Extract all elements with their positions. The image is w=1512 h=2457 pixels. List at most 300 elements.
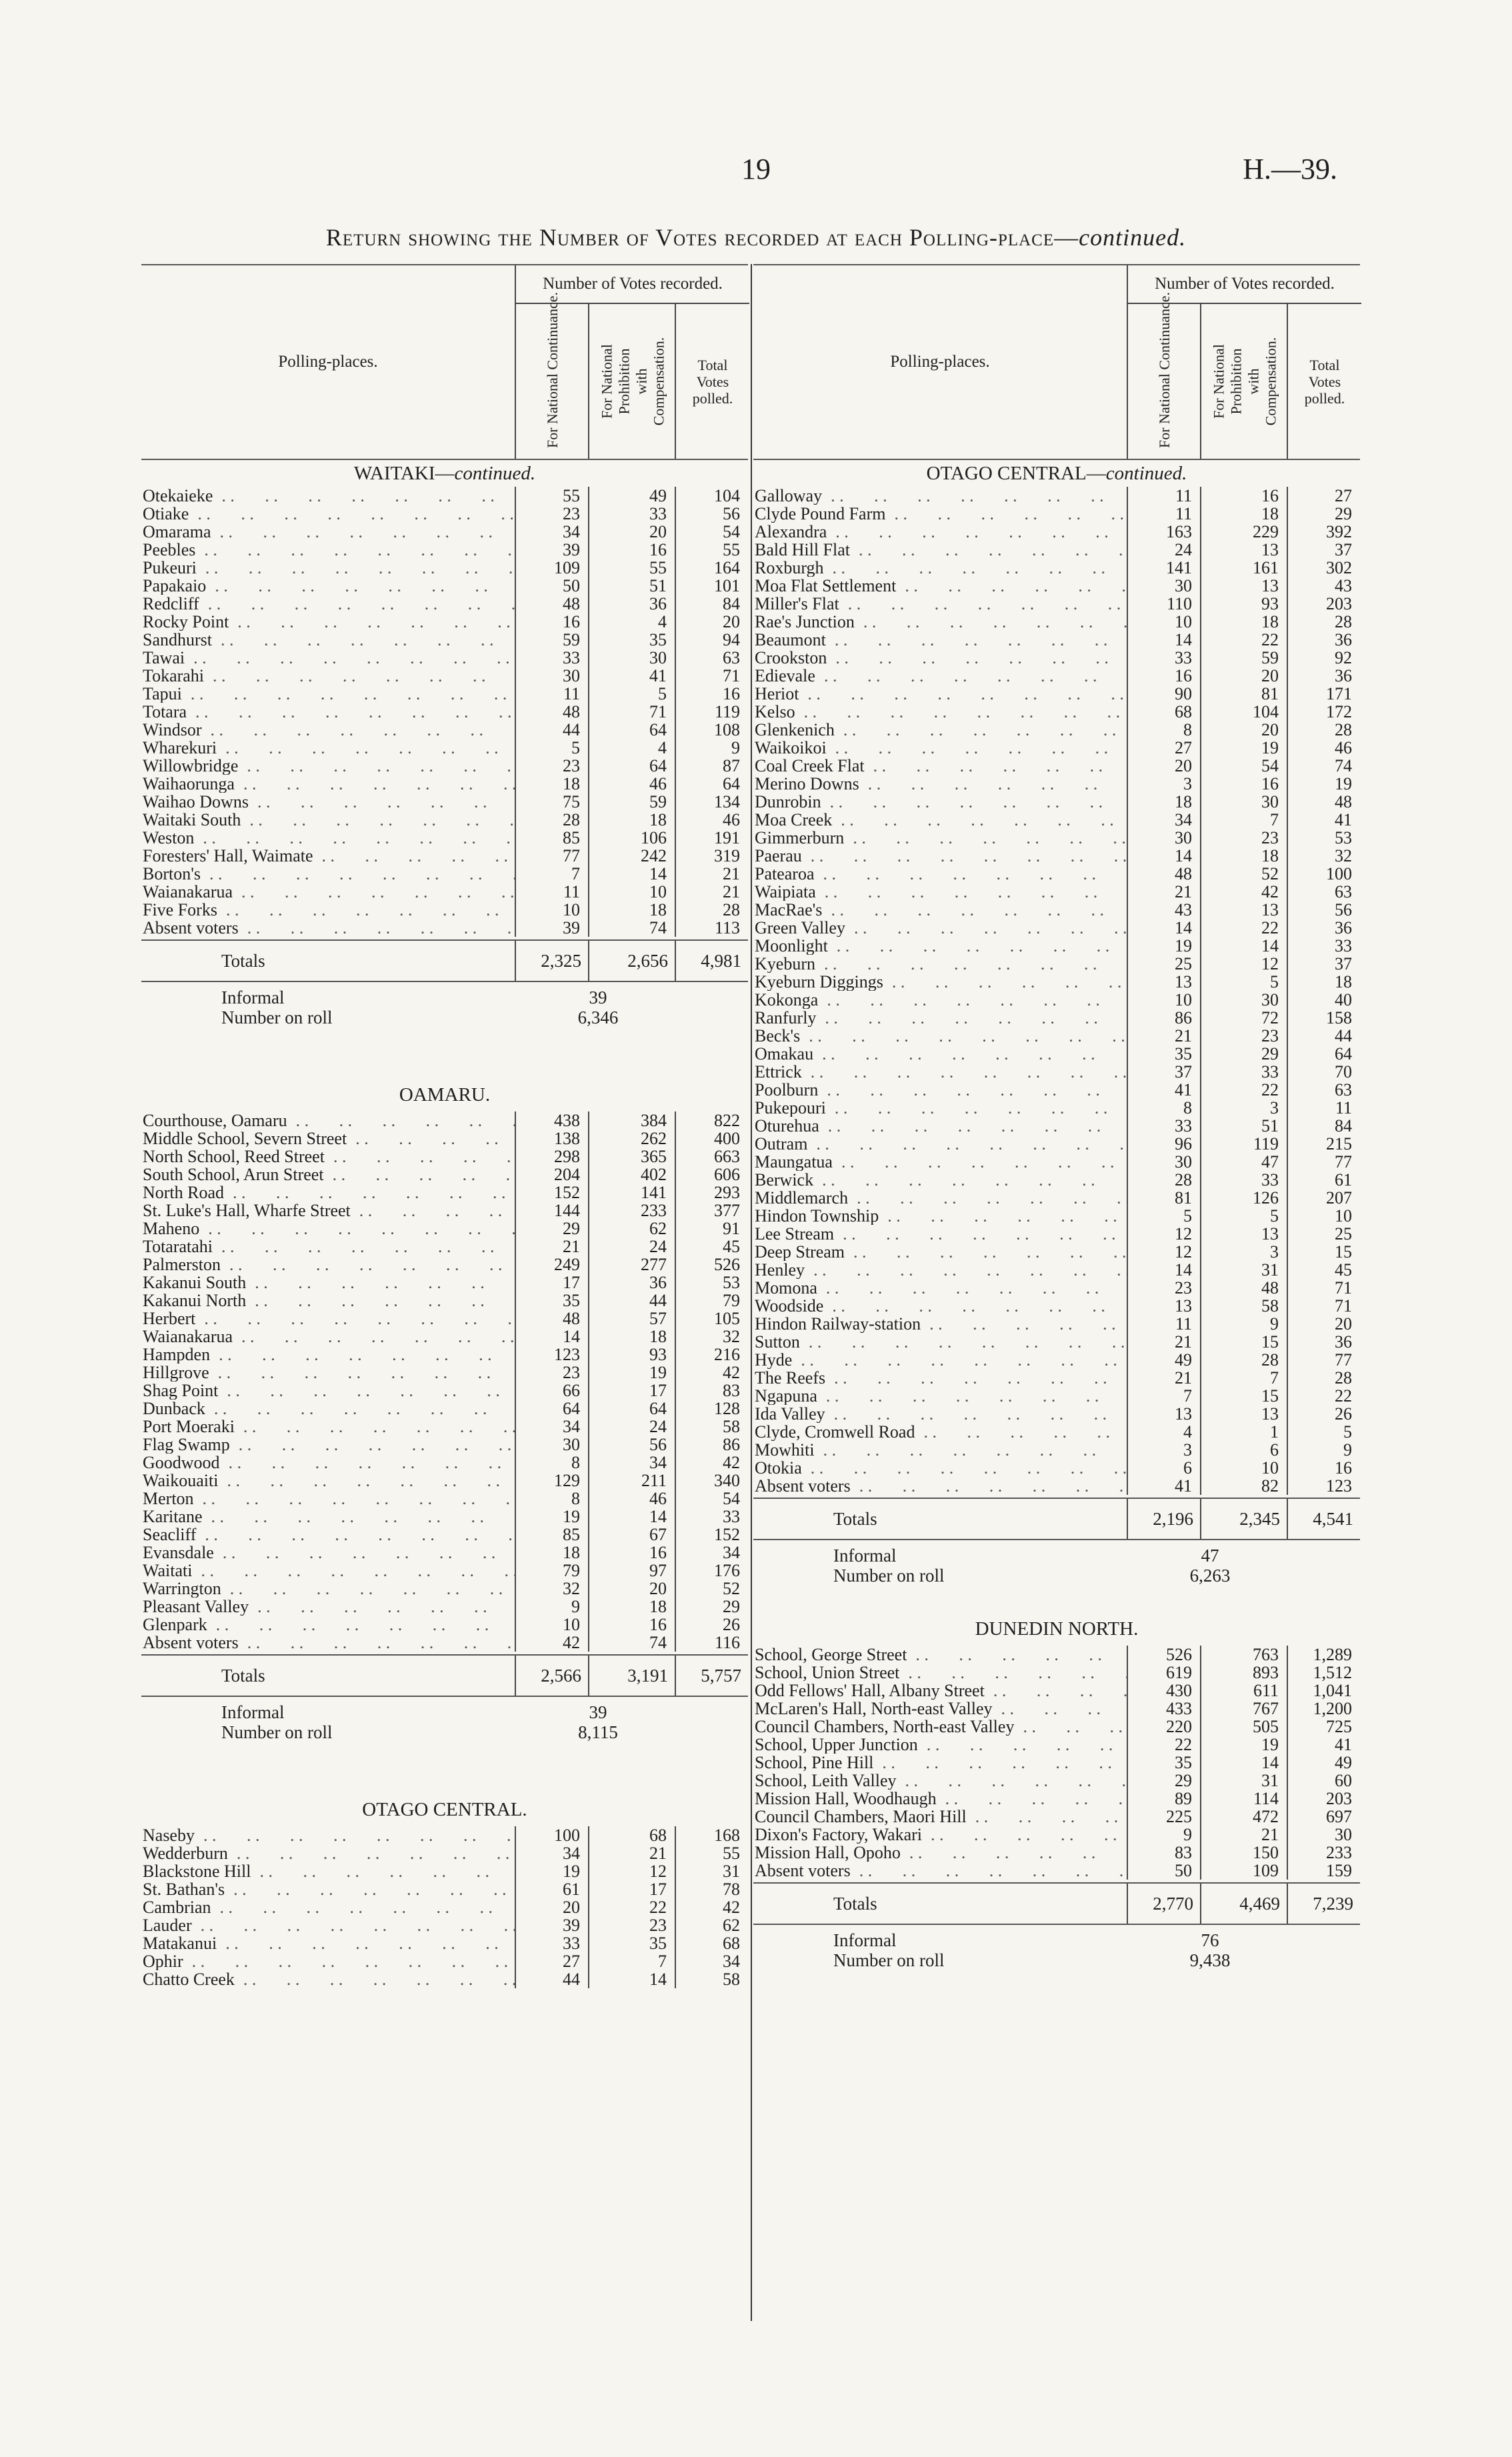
polling-place-name: Kokonga . . bbox=[753, 991, 1127, 1009]
section-title-dunedin-north: DUNEDIN NORTH. bbox=[975, 1618, 1139, 1640]
votes-prohibition: 46 bbox=[588, 1490, 675, 1508]
votes-total: 319 bbox=[675, 847, 748, 865]
votes-prohibition: 17 bbox=[588, 1880, 675, 1898]
votes-total: 11 bbox=[1287, 1099, 1360, 1117]
polling-place-name: Pukepouri . . bbox=[753, 1099, 1127, 1117]
polling-place-name: Absent voters . . bbox=[141, 919, 515, 937]
totals-row bbox=[141, 1654, 748, 1697]
table-row bbox=[141, 1436, 748, 1454]
votes-total: 5 bbox=[1287, 1423, 1360, 1441]
section-title-otago-central-cont bbox=[753, 460, 1360, 487]
votes-total: 52 bbox=[675, 1580, 748, 1598]
votes-total: 16 bbox=[675, 685, 748, 703]
votes-total: 20 bbox=[1287, 1315, 1360, 1333]
votes-continuance: 14 bbox=[515, 1328, 588, 1346]
votes-continuance: 4 bbox=[1127, 1423, 1200, 1441]
votes-total: 46 bbox=[1287, 739, 1360, 757]
polling-place-name: North School, Reed Street . . bbox=[141, 1147, 515, 1165]
table-row bbox=[141, 667, 748, 685]
table-row bbox=[141, 1346, 748, 1364]
votes-prohibition: 59 bbox=[1200, 649, 1287, 667]
table-row bbox=[141, 1598, 748, 1616]
table-row bbox=[753, 541, 1360, 559]
polling-place-name: Totaratahi . . bbox=[141, 1238, 515, 1256]
table-row bbox=[141, 829, 748, 847]
votes-prohibition: 18 bbox=[588, 1328, 675, 1346]
polling-place-name: Ida Valley . . bbox=[753, 1405, 1127, 1423]
votes-prohibition: 893 bbox=[1200, 1664, 1287, 1682]
roll-value: 6,263 bbox=[1189, 1566, 1231, 1586]
votes-total: 71 bbox=[1287, 1279, 1360, 1297]
table-row bbox=[141, 1238, 748, 1256]
votes-continuance: 68 bbox=[1127, 703, 1200, 721]
votes-prohibition: 20 bbox=[588, 523, 675, 541]
table-row bbox=[141, 1508, 748, 1526]
votes-total: 78 bbox=[675, 1880, 748, 1898]
polling-place-name: Blackstone Hill . . bbox=[141, 1862, 515, 1880]
polling-place-name: Pukeuri . . bbox=[141, 559, 515, 577]
polling-place-name: Waikouaiti . . bbox=[141, 1472, 515, 1490]
votes-continuance: 20 bbox=[515, 1898, 588, 1916]
votes-total: 216 bbox=[675, 1346, 748, 1364]
polling-place-name: Seacliff . . bbox=[141, 1526, 515, 1544]
votes-prohibition: 3 bbox=[1200, 1099, 1287, 1117]
table-row bbox=[141, 1292, 748, 1310]
votes-total: 606 bbox=[675, 1165, 748, 1183]
votes-continuance: 34 bbox=[515, 523, 588, 541]
votes-continuance: 11 bbox=[1127, 505, 1200, 523]
votes-total: 22 bbox=[1287, 1387, 1360, 1405]
polling-place-name: Cambrian . . bbox=[141, 1898, 515, 1916]
table-row bbox=[141, 1634, 748, 1652]
votes-continuance: 30 bbox=[1127, 829, 1200, 847]
votes-prohibition: 21 bbox=[588, 1844, 675, 1862]
polling-place-name: South School, Arun Street . . bbox=[141, 1165, 515, 1183]
table-row bbox=[141, 577, 748, 595]
votes-total: 1,200 bbox=[1287, 1700, 1360, 1718]
table-row bbox=[141, 703, 748, 721]
votes-prohibition: 36 bbox=[588, 595, 675, 613]
votes-total: 53 bbox=[1287, 829, 1360, 847]
votes-total: 36 bbox=[1287, 667, 1360, 685]
votes-continuance: 61 bbox=[515, 1880, 588, 1898]
informal-value: 76 bbox=[1201, 1930, 1219, 1950]
table-row bbox=[753, 1333, 1360, 1351]
table-row bbox=[753, 1862, 1360, 1880]
votes-total: 101 bbox=[675, 577, 748, 595]
votes-total: 45 bbox=[675, 1238, 748, 1256]
votes-continuance: 14 bbox=[1127, 919, 1200, 937]
totals-continuance: 2,770 bbox=[1127, 1884, 1200, 1924]
polling-place-name: The Reefs . . bbox=[753, 1369, 1127, 1387]
polling-place-name: Waikoikoi . . bbox=[753, 739, 1127, 757]
votes-total: 21 bbox=[675, 865, 748, 883]
votes-prohibition: 16 bbox=[588, 541, 675, 559]
votes-continuance: 48 bbox=[515, 703, 588, 721]
polling-place-name: Otokia . . bbox=[753, 1459, 1127, 1477]
table-row bbox=[753, 883, 1360, 901]
votes-prohibition: 46 bbox=[588, 775, 675, 793]
votes-total: 822 bbox=[675, 1111, 748, 1129]
polling-place-name: Naseby . . bbox=[141, 1826, 515, 1844]
table-row bbox=[141, 1880, 748, 1898]
table-row bbox=[753, 1117, 1360, 1135]
table-header-left bbox=[141, 264, 748, 460]
votes-total: 26 bbox=[675, 1616, 748, 1634]
polling-place-name: Bald Hill Flat . . bbox=[753, 541, 1127, 559]
votes-continuance: 30 bbox=[1127, 1153, 1200, 1171]
table-row bbox=[141, 1952, 748, 1970]
votes-prohibition: 35 bbox=[588, 1934, 675, 1952]
votes-total: 86 bbox=[675, 1436, 748, 1454]
votes-total: 152 bbox=[675, 1526, 748, 1544]
votes-continuance: 48 bbox=[1127, 865, 1200, 883]
votes-total: 94 bbox=[675, 631, 748, 649]
polling-place-name: Gimmerburn . . bbox=[753, 829, 1127, 847]
votes-prohibition: 9 bbox=[1200, 1315, 1287, 1333]
polling-place-name: Willowbridge . . bbox=[141, 757, 515, 775]
table-row bbox=[141, 775, 748, 793]
votes-prohibition: 19 bbox=[1200, 1736, 1287, 1754]
votes-continuance: 39 bbox=[515, 919, 588, 937]
votes-total: 42 bbox=[675, 1898, 748, 1916]
totals-continuance: 2,325 bbox=[515, 941, 588, 981]
votes-total: 392 bbox=[1287, 523, 1360, 541]
votes-prohibition: 64 bbox=[588, 1400, 675, 1418]
votes-continuance: 23 bbox=[1127, 1279, 1200, 1297]
votes-continuance: 22 bbox=[1127, 1736, 1200, 1754]
votes-continuance: 3 bbox=[1127, 775, 1200, 793]
polling-place-name: Wedderburn . . bbox=[141, 1844, 515, 1862]
table-row bbox=[141, 1382, 748, 1400]
section-title-otago-central: OTAGO CENTRAL. bbox=[362, 1799, 527, 1820]
votes-prohibition: 141 bbox=[588, 1183, 675, 1201]
votes-total: 42 bbox=[675, 1454, 748, 1472]
table-row bbox=[753, 973, 1360, 991]
votes-prohibition: 71 bbox=[588, 703, 675, 721]
votes-prohibition: 57 bbox=[588, 1310, 675, 1328]
polling-place-name: Tawai . . bbox=[141, 649, 515, 667]
votes-prohibition: 51 bbox=[1200, 1117, 1287, 1135]
votes-total: 41 bbox=[1287, 811, 1360, 829]
table-row bbox=[753, 721, 1360, 739]
votes-continuance: 298 bbox=[515, 1147, 588, 1165]
votes-continuance: 14 bbox=[1127, 631, 1200, 649]
votes-continuance: 30 bbox=[515, 1436, 588, 1454]
table-row bbox=[141, 811, 748, 829]
votes-continuance: 13 bbox=[1127, 973, 1200, 991]
left-column bbox=[141, 264, 748, 1988]
votes-continuance: 25 bbox=[1127, 955, 1200, 973]
votes-total: 233 bbox=[1287, 1844, 1360, 1862]
polling-place-name: Roxburgh . . bbox=[753, 559, 1127, 577]
votes-total: 203 bbox=[1287, 1790, 1360, 1808]
table-row bbox=[141, 865, 748, 883]
table-row bbox=[141, 1970, 748, 1988]
section-title-waitaki bbox=[141, 460, 748, 487]
votes-continuance: 23 bbox=[515, 757, 588, 775]
votes-total: 49 bbox=[1287, 1754, 1360, 1772]
votes-prohibition: 365 bbox=[588, 1147, 675, 1165]
votes-prohibition: 5 bbox=[1200, 973, 1287, 991]
table-row bbox=[141, 523, 748, 541]
table-row bbox=[141, 1201, 748, 1219]
votes-continuance: 619 bbox=[1127, 1664, 1200, 1682]
votes-prohibition: 34 bbox=[588, 1454, 675, 1472]
votes-continuance: 20 bbox=[1127, 757, 1200, 775]
votes-prohibition: 233 bbox=[588, 1201, 675, 1219]
votes-continuance: 7 bbox=[1127, 1387, 1200, 1405]
polling-place-name: School, Upper Junction . . bbox=[753, 1736, 1127, 1754]
polling-place-name: Kakanui North . . bbox=[141, 1292, 515, 1310]
votes-continuance: 81 bbox=[1127, 1189, 1200, 1207]
table-row bbox=[753, 1315, 1360, 1333]
polling-place-name: Karitane . . bbox=[141, 1508, 515, 1526]
totals-total: 7,239 bbox=[1287, 1884, 1360, 1924]
votes-continuance: 6 bbox=[1127, 1459, 1200, 1477]
roll-value: 9,438 bbox=[1189, 1950, 1231, 1970]
votes-continuance: 17 bbox=[515, 1274, 588, 1292]
polling-place-name: Rocky Point . . bbox=[141, 613, 515, 631]
votes-prohibition: 82 bbox=[1200, 1477, 1287, 1495]
polling-place-name: Glenpark . . bbox=[141, 1616, 515, 1634]
votes-prohibition: 262 bbox=[588, 1129, 675, 1147]
votes-continuance: 220 bbox=[1127, 1718, 1200, 1736]
roll-row bbox=[753, 1566, 1360, 1586]
votes-continuance: 19 bbox=[515, 1508, 588, 1526]
votes-prohibition: 161 bbox=[1200, 559, 1287, 577]
polling-place-name: Waianakarua . . bbox=[141, 883, 515, 901]
table-row bbox=[753, 739, 1360, 757]
table-row bbox=[141, 721, 748, 739]
votes-continuance: 27 bbox=[515, 1952, 588, 1970]
votes-continuance: 90 bbox=[1127, 685, 1200, 703]
votes-continuance: 16 bbox=[515, 613, 588, 631]
votes-prohibition: 13 bbox=[1200, 577, 1287, 595]
votes-prohibition: 17 bbox=[588, 1382, 675, 1400]
votes-total: 9 bbox=[1287, 1441, 1360, 1459]
polling-place-name: Maungatua . . bbox=[753, 1153, 1127, 1171]
votes-total: 27 bbox=[1287, 487, 1360, 505]
votes-continuance: 21 bbox=[1127, 1369, 1200, 1387]
votes-continuance: 3 bbox=[1127, 1441, 1200, 1459]
polling-place-name: Alexandra . . bbox=[753, 523, 1127, 541]
table-row bbox=[753, 1682, 1360, 1700]
votes-total: 1,512 bbox=[1287, 1664, 1360, 1682]
totals-label: Totals bbox=[221, 951, 265, 971]
votes-total: 77 bbox=[1287, 1351, 1360, 1369]
votes-prohibition: 1 bbox=[1200, 1423, 1287, 1441]
votes-prohibition: 22 bbox=[1200, 919, 1287, 937]
votes-total: 48 bbox=[1287, 793, 1360, 811]
votes-total: 159 bbox=[1287, 1862, 1360, 1880]
votes-total: 29 bbox=[1287, 505, 1360, 523]
polling-place-name: Port Moeraki . . bbox=[141, 1418, 515, 1436]
votes-prohibition: 68 bbox=[588, 1826, 675, 1844]
votes-continuance: 23 bbox=[515, 1364, 588, 1382]
votes-total: 104 bbox=[675, 487, 748, 505]
votes-prohibition: 35 bbox=[588, 631, 675, 649]
votes-prohibition: 13 bbox=[1200, 1405, 1287, 1423]
votes-continuance: 430 bbox=[1127, 1682, 1200, 1700]
polling-place-name: Sutton . . bbox=[753, 1333, 1127, 1351]
table-row bbox=[753, 649, 1360, 667]
document-id: H.—39. bbox=[1243, 153, 1337, 185]
informal-value: 39 bbox=[589, 987, 607, 1007]
table-row bbox=[753, 1736, 1360, 1754]
otago-central-rows bbox=[141, 1826, 748, 1988]
votes-total: 42 bbox=[675, 1364, 748, 1382]
table-row bbox=[753, 1279, 1360, 1297]
table-row bbox=[141, 1844, 748, 1862]
votes-prohibition: 15 bbox=[1200, 1333, 1287, 1351]
informal-label: Informal bbox=[221, 1702, 285, 1722]
polling-place-name: Goodwood . . bbox=[141, 1454, 515, 1472]
votes-total: 45 bbox=[1287, 1261, 1360, 1279]
table-row bbox=[141, 649, 748, 667]
votes-total: 725 bbox=[1287, 1718, 1360, 1736]
polling-place-name: Kakanui South . . bbox=[141, 1274, 515, 1292]
votes-total: 34 bbox=[675, 1952, 748, 1970]
votes-total: 43 bbox=[1287, 577, 1360, 595]
votes-continuance: 225 bbox=[1127, 1808, 1200, 1826]
table-row bbox=[141, 1454, 748, 1472]
table-row bbox=[753, 595, 1360, 613]
votes-total: 697 bbox=[1287, 1808, 1360, 1826]
polling-place-name: MacRae's . . bbox=[753, 901, 1127, 919]
votes-prohibition: 277 bbox=[588, 1256, 675, 1274]
polling-place-name: Waitati . . bbox=[141, 1562, 515, 1580]
table-row bbox=[141, 739, 748, 757]
totals-continuance: 2,566 bbox=[515, 1656, 588, 1696]
table-row bbox=[141, 1165, 748, 1183]
votes-prohibition: 14 bbox=[588, 1508, 675, 1526]
votes-total: 68 bbox=[675, 1934, 748, 1952]
section-title-italic: continued. bbox=[454, 463, 536, 484]
polling-place-name: Heriot . . bbox=[753, 685, 1127, 703]
totals-label: Totals bbox=[833, 1509, 877, 1529]
votes-prohibition: 64 bbox=[588, 721, 675, 739]
table-row bbox=[141, 1364, 748, 1382]
polling-place-name: Omarama . . bbox=[141, 523, 515, 541]
votes-continuance: 41 bbox=[1127, 1081, 1200, 1099]
votes-prohibition: 18 bbox=[1200, 847, 1287, 865]
votes-continuance: 5 bbox=[1127, 1207, 1200, 1225]
polling-place-name: Totara . . bbox=[141, 703, 515, 721]
votes-total: 74 bbox=[1287, 757, 1360, 775]
polling-place-name: Outram . . bbox=[753, 1135, 1127, 1153]
table-row bbox=[753, 1387, 1360, 1405]
votes-prohibition: 18 bbox=[588, 901, 675, 919]
polling-place-name: Warrington . . bbox=[141, 1580, 515, 1598]
votes-prohibition: 14 bbox=[1200, 1754, 1287, 1772]
totals-total: 4,981 bbox=[675, 941, 748, 981]
polling-place-name: Waihaorunga . . bbox=[141, 775, 515, 793]
votes-total: 62 bbox=[675, 1916, 748, 1934]
votes-prohibition: 7 bbox=[1200, 1369, 1287, 1387]
table-row bbox=[753, 703, 1360, 721]
votes-continuance: 37 bbox=[1127, 1063, 1200, 1081]
votes-total: 19 bbox=[1287, 775, 1360, 793]
continuance-header bbox=[1127, 291, 1201, 459]
table-row bbox=[141, 487, 748, 505]
votes-prohibition: 29 bbox=[1200, 1045, 1287, 1063]
table-row bbox=[753, 1477, 1360, 1495]
polling-place-name: School, Union Street . . bbox=[753, 1664, 1127, 1682]
table-row bbox=[753, 1718, 1360, 1736]
polling-place-name: School, George Street . . bbox=[753, 1646, 1127, 1664]
table-row bbox=[753, 1646, 1360, 1664]
votes-total: 63 bbox=[1287, 1081, 1360, 1099]
votes-prohibition: 59 bbox=[588, 793, 675, 811]
polling-place-name: Five Forks . . bbox=[141, 901, 515, 919]
informal-row bbox=[141, 1702, 748, 1722]
table-row bbox=[753, 793, 1360, 811]
votes-prohibition: 5 bbox=[588, 685, 675, 703]
polling-place-name: Ettrick . . bbox=[753, 1063, 1127, 1081]
table-row bbox=[141, 1862, 748, 1880]
table-row bbox=[141, 1934, 748, 1952]
votes-prohibition: 22 bbox=[1200, 631, 1287, 649]
totals-row bbox=[753, 1498, 1360, 1540]
votes-total: 134 bbox=[675, 793, 748, 811]
oamaru-rows bbox=[141, 1111, 748, 1652]
table-row bbox=[753, 1135, 1360, 1153]
votes-total: 20 bbox=[675, 613, 748, 631]
votes-total: 56 bbox=[1287, 901, 1360, 919]
votes-total: 33 bbox=[1287, 937, 1360, 955]
polling-place-name: Middle School, Severn Street . . bbox=[141, 1129, 515, 1147]
table-row bbox=[141, 1147, 748, 1165]
polling-place-name: Lauder . . bbox=[141, 1916, 515, 1934]
votes-continuance: 10 bbox=[515, 901, 588, 919]
votes-continuance: 8 bbox=[515, 1490, 588, 1508]
polling-place-name: Clyde Pound Farm . . bbox=[753, 505, 1127, 523]
votes-prohibition: 58 bbox=[1200, 1297, 1287, 1315]
votes-prohibition: 67 bbox=[588, 1526, 675, 1544]
table-row bbox=[753, 1844, 1360, 1862]
table-row bbox=[141, 1219, 748, 1238]
table-row bbox=[141, 685, 748, 703]
table-row bbox=[141, 883, 748, 901]
votes-prohibition: 97 bbox=[588, 1562, 675, 1580]
votes-continuance: 79 bbox=[515, 1562, 588, 1580]
votes-continuance: 77 bbox=[515, 847, 588, 865]
roll-label: Number on roll bbox=[833, 1950, 945, 1970]
informal-row bbox=[753, 1930, 1360, 1950]
table-row bbox=[753, 865, 1360, 883]
votes-prohibition: 402 bbox=[588, 1165, 675, 1183]
table-row bbox=[753, 559, 1360, 577]
votes-prohibition: 16 bbox=[1200, 487, 1287, 505]
polling-place-name: Matakanui . . bbox=[141, 1934, 515, 1952]
votes-total: 28 bbox=[1287, 1369, 1360, 1387]
votes-total: 36 bbox=[1287, 631, 1360, 649]
total-header bbox=[1287, 304, 1361, 459]
continuance-header bbox=[515, 291, 589, 459]
table-row bbox=[141, 901, 748, 919]
table-row bbox=[753, 1808, 1360, 1826]
votes-total: 79 bbox=[675, 1292, 748, 1310]
table-row bbox=[753, 631, 1360, 649]
polling-place-name: Rae's Junction . . bbox=[753, 613, 1127, 631]
votes-continuance: 89 bbox=[1127, 1790, 1200, 1808]
votes-prohibition: 30 bbox=[1200, 991, 1287, 1009]
votes-continuance: 35 bbox=[1127, 1754, 1200, 1772]
votes-continuance: 12 bbox=[1127, 1243, 1200, 1261]
table-row bbox=[141, 595, 748, 613]
page-title bbox=[0, 223, 1512, 251]
